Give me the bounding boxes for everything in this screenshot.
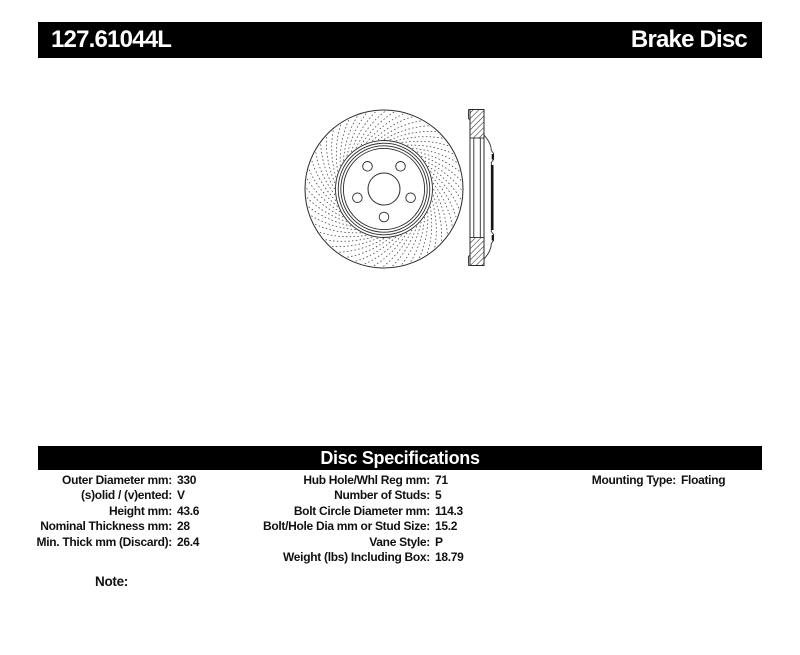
spec-row: [20, 473, 199, 488]
spec-row: [20, 535, 199, 550]
spec-value: 43.6: [177, 503, 200, 518]
slot-curve: [331, 238, 378, 247]
slotted-friction-surface-pattern: [306, 111, 463, 268]
spec-row: [230, 504, 464, 519]
spec-row: [540, 473, 725, 488]
spec-column-middle: [230, 473, 464, 565]
slot-curve: [336, 124, 341, 172]
spec-label: Weight (lbs) Including Box:: [283, 550, 430, 565]
spec-section-header: [38, 446, 762, 470]
stud-hole: [363, 162, 373, 172]
note-label: Note:: [95, 574, 128, 589]
slot-curve: [332, 129, 336, 177]
slot-curve: [366, 114, 404, 143]
slot-curve: [432, 201, 436, 249]
slot-curve: [433, 195, 442, 242]
slot-curve: [312, 160, 336, 201]
slot-curve: [372, 117, 413, 141]
slot-curve: [430, 171, 459, 209]
spec-value: 5: [435, 488, 442, 503]
slot-curve: [324, 237, 372, 241]
slot-curve: [390, 131, 437, 140]
spec-section-title: Disc Specifications: [320, 448, 480, 468]
slot-curve: [355, 237, 396, 261]
spec-value: 26.4: [177, 534, 200, 549]
spec-value: 18.79: [435, 550, 464, 565]
spec-label: Bolt/Hole Dia mm or Stud Size:: [262, 519, 430, 534]
spec-label: Bolt Circle Diameter mm:: [293, 503, 430, 518]
hub-ring: [341, 146, 427, 232]
spec-column-right: [540, 473, 725, 488]
hub-ring: [338, 143, 430, 235]
vent-channel-lines: [474, 138, 481, 238]
spec-row: [230, 473, 464, 488]
section-hatch-bottom: [470, 238, 484, 266]
slot-curve: [309, 168, 338, 206]
slot-curve: [396, 137, 444, 141]
technical-drawing: [298, 102, 502, 274]
spec-value: 28: [177, 519, 190, 534]
spec-value: 15.2: [435, 519, 458, 534]
stud-hole: [379, 212, 389, 222]
slot-curve: [326, 136, 335, 183]
spec-column-left: [20, 473, 199, 550]
spec-row: [230, 488, 464, 503]
spec-row: [20, 488, 199, 503]
brake-disc-front-view: [305, 110, 463, 268]
slot-curve: [314, 224, 361, 233]
stud-hole: [353, 193, 363, 203]
spec-value: P: [435, 534, 443, 549]
spec-label: Vane Style:: [369, 534, 430, 549]
slot-curve: [432, 177, 456, 218]
part-number: 127.61044L: [51, 26, 172, 53]
spec-value: Floating: [681, 473, 726, 487]
stud-holes: [353, 162, 416, 222]
slot-curve: [427, 207, 432, 255]
stud-hole: [406, 193, 416, 203]
slot-curve: [319, 232, 367, 237]
spec-row: [230, 550, 464, 565]
spec-value: 71: [435, 473, 448, 487]
spec-label: Height mm:: [108, 503, 172, 518]
slot-curve: [363, 235, 401, 264]
spec-row: [20, 504, 199, 519]
spec-value: 330: [177, 473, 197, 487]
header-bar: [38, 22, 762, 58]
spec-label: Nominal Thickness mm:: [40, 519, 172, 534]
spec-value: 114.3: [435, 503, 463, 518]
slot-curve: [402, 141, 450, 146]
spec-label: Mounting Type:: [591, 473, 676, 487]
spec-label: Number of Studs:: [334, 488, 430, 503]
slot-curve: [384, 126, 430, 140]
spec-label: Min. Thick mm (Discard):: [36, 534, 172, 549]
stud-hole: [396, 162, 406, 172]
spec-value: V: [177, 488, 185, 503]
hub-ring: [336, 141, 433, 238]
center-bore: [368, 173, 400, 205]
spec-label: Outer Diameter mm:: [62, 473, 172, 487]
section-hatch-top: [470, 110, 484, 139]
spec-label: Hub Hole/Whl Reg mm:: [303, 473, 430, 487]
product-type-title: Brake Disc: [630, 26, 747, 53]
slot-curve: [338, 239, 384, 253]
spec-row: [20, 519, 199, 534]
spec-row: [230, 535, 464, 550]
brake-disc-cross-section: [469, 110, 494, 266]
slot-curve: [321, 143, 335, 189]
slot-curve: [434, 189, 448, 235]
slot-curve: [407, 145, 454, 154]
rotor-outer-edge: [305, 110, 463, 268]
slot-curve: [419, 212, 428, 259]
spec-label: (s)olid / (v)ented:: [81, 488, 172, 503]
hub-ring: [343, 148, 424, 229]
spec-row: [230, 519, 464, 534]
slot-curve: [340, 119, 349, 166]
